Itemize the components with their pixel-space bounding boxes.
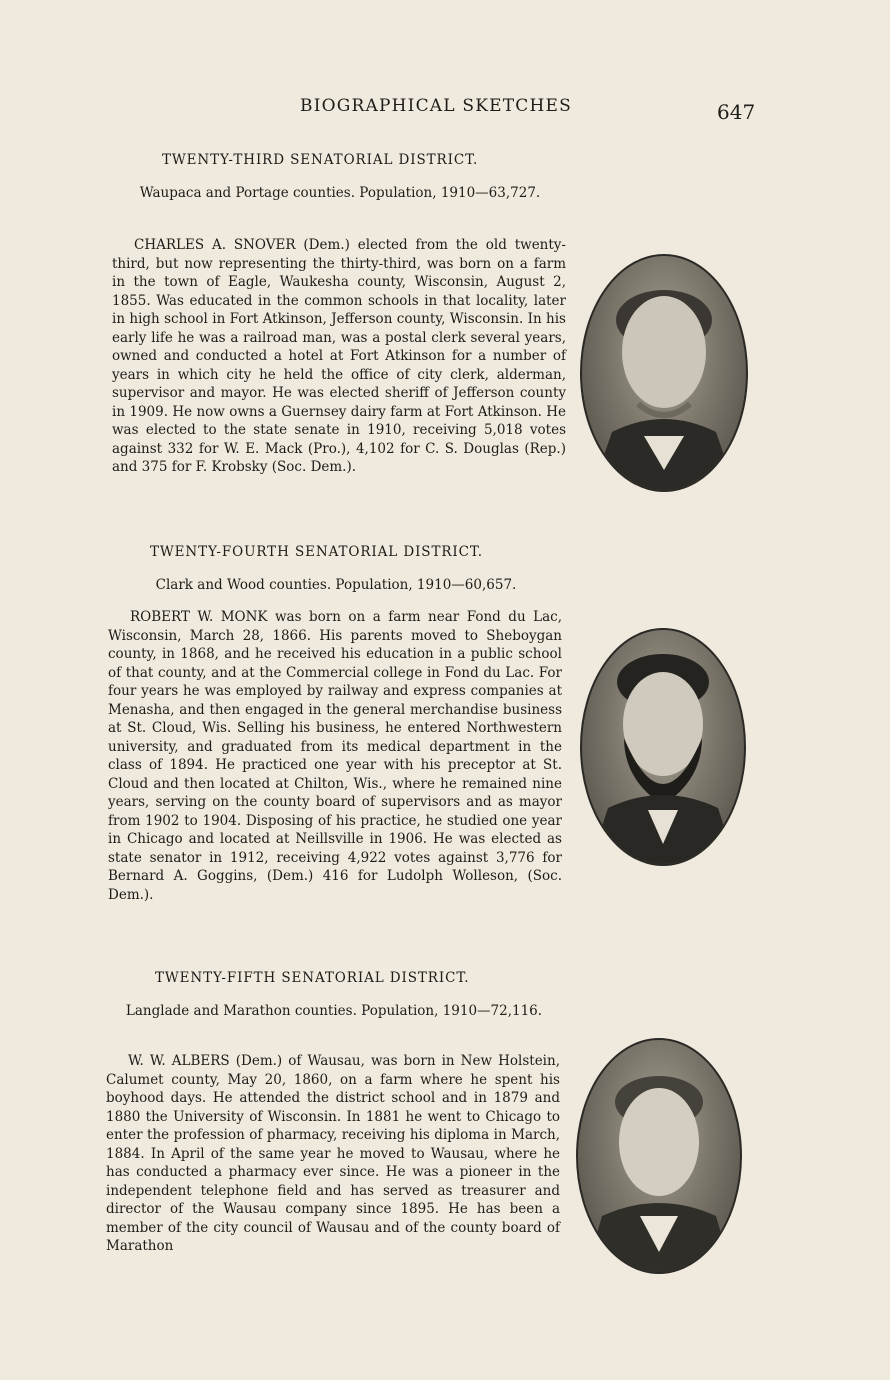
counties-population: Clark and Wood counties. Population, 1910—60,657. — [155, 577, 517, 593]
district-title: TWENTY-FOURTH SENATORIAL DISTRICT. — [150, 544, 483, 560]
counties-population: Langlade and Marathon counties. Population, 1910—72,116. — [125, 1003, 543, 1019]
portrait-silhouette — [582, 256, 746, 490]
biography-text: ROBERT W. MONK was born on a farm near Fond du Lac, Wisconsin, March 28, 1866. His parents moved to Sheboygan county, in 1868, and he received his education in a public school of that county, and at the Commercial college in Fond du Lac. For four years he was employed by railway and express companies at Menasha, and then engaged in the general merchandise business at St. Cloud, Wis. Selling his business, he entered Northwestern university, and graduated from its medical department in the class of 1894. He practiced one year with his preceptor at St. Cloud and then located at Chilton, Wis., where he remained nine years, serving on the county board of supervisors and as mayor from 1902 to 1904. Disposing of his practice, he studied one year in Chicago and located at Neillsville in 1906. He was elected as state senator in 1912, receiving 4,922 votes against 3,776 for Bernard A. Goggins, (Dem.) 416 for Ludolph Wolleson, (Soc. Dem.). — [108, 609, 562, 903]
portrait-silhouette — [582, 630, 744, 864]
district-title: TWENTY-FIFTH SENATORIAL DISTRICT. — [155, 970, 470, 986]
running-head: BIOGRAPHICAL SKETCHES — [300, 96, 572, 116]
portrait-photo-icon — [576, 1038, 742, 1274]
portrait-silhouette — [578, 1040, 740, 1272]
biography-text: W. W. ALBERS (Dem.) of Wausau, was born in New Holstein, Calumet county, May 20, 1860, on a farm where he spent his boyhood days. He attended the district school and in 1879 and 1880 the University of Wisconsin. In 1881 he went to Chicago to enter the profession of pharmacy, receiving his diploma in March, 1884. In April of the same year he moved to Wausau, where he has conducted a pharmacy ever since. He was a pioneer in the independent telephone field and has served as treasurer and director of the Wausau company since 1895. He has been a member of the city council of Wausau and of the county board of Marathon — [106, 1053, 560, 1254]
counties-population: Waupaca and Portage counties. Population, 1910—63,727. — [139, 185, 541, 201]
page-number: 647 — [717, 100, 756, 124]
district-title: TWENTY-THIRD SENATORIAL DISTRICT. — [162, 152, 479, 168]
biography-text: CHARLES A. SNOVER (Dem.) elected from the old twenty-third, but now representing the thirty-third, was born on a farm in the town of Eagle, Waukesha county, Wisconsin, August 2, 1855. Was educated in the common schools in that locality, later in high school in Fort Atkinson, Jefferson county, Wisconsin. In his early life he was a railroad man, was a postal clerk several years, owned and conducted a hotel at Fort Atkinson for a number of years in which city he held the office of city clerk, alderman, supervisor and mayor. He was elected sheriff of Jefferson county in 1909. He now owns a Guernsey dairy farm at Fort Atkinson. He was elected to the state senate in 1910, receiving 5,018 votes against 332 for W. E. Mack (Pro.), 4,102 for C. S. Douglas (Rep.) and 375 for F. Krobsky (Soc. Dem.). — [112, 237, 566, 475]
portrait-photo-icon — [580, 628, 746, 866]
portrait-photo-icon — [580, 254, 748, 492]
